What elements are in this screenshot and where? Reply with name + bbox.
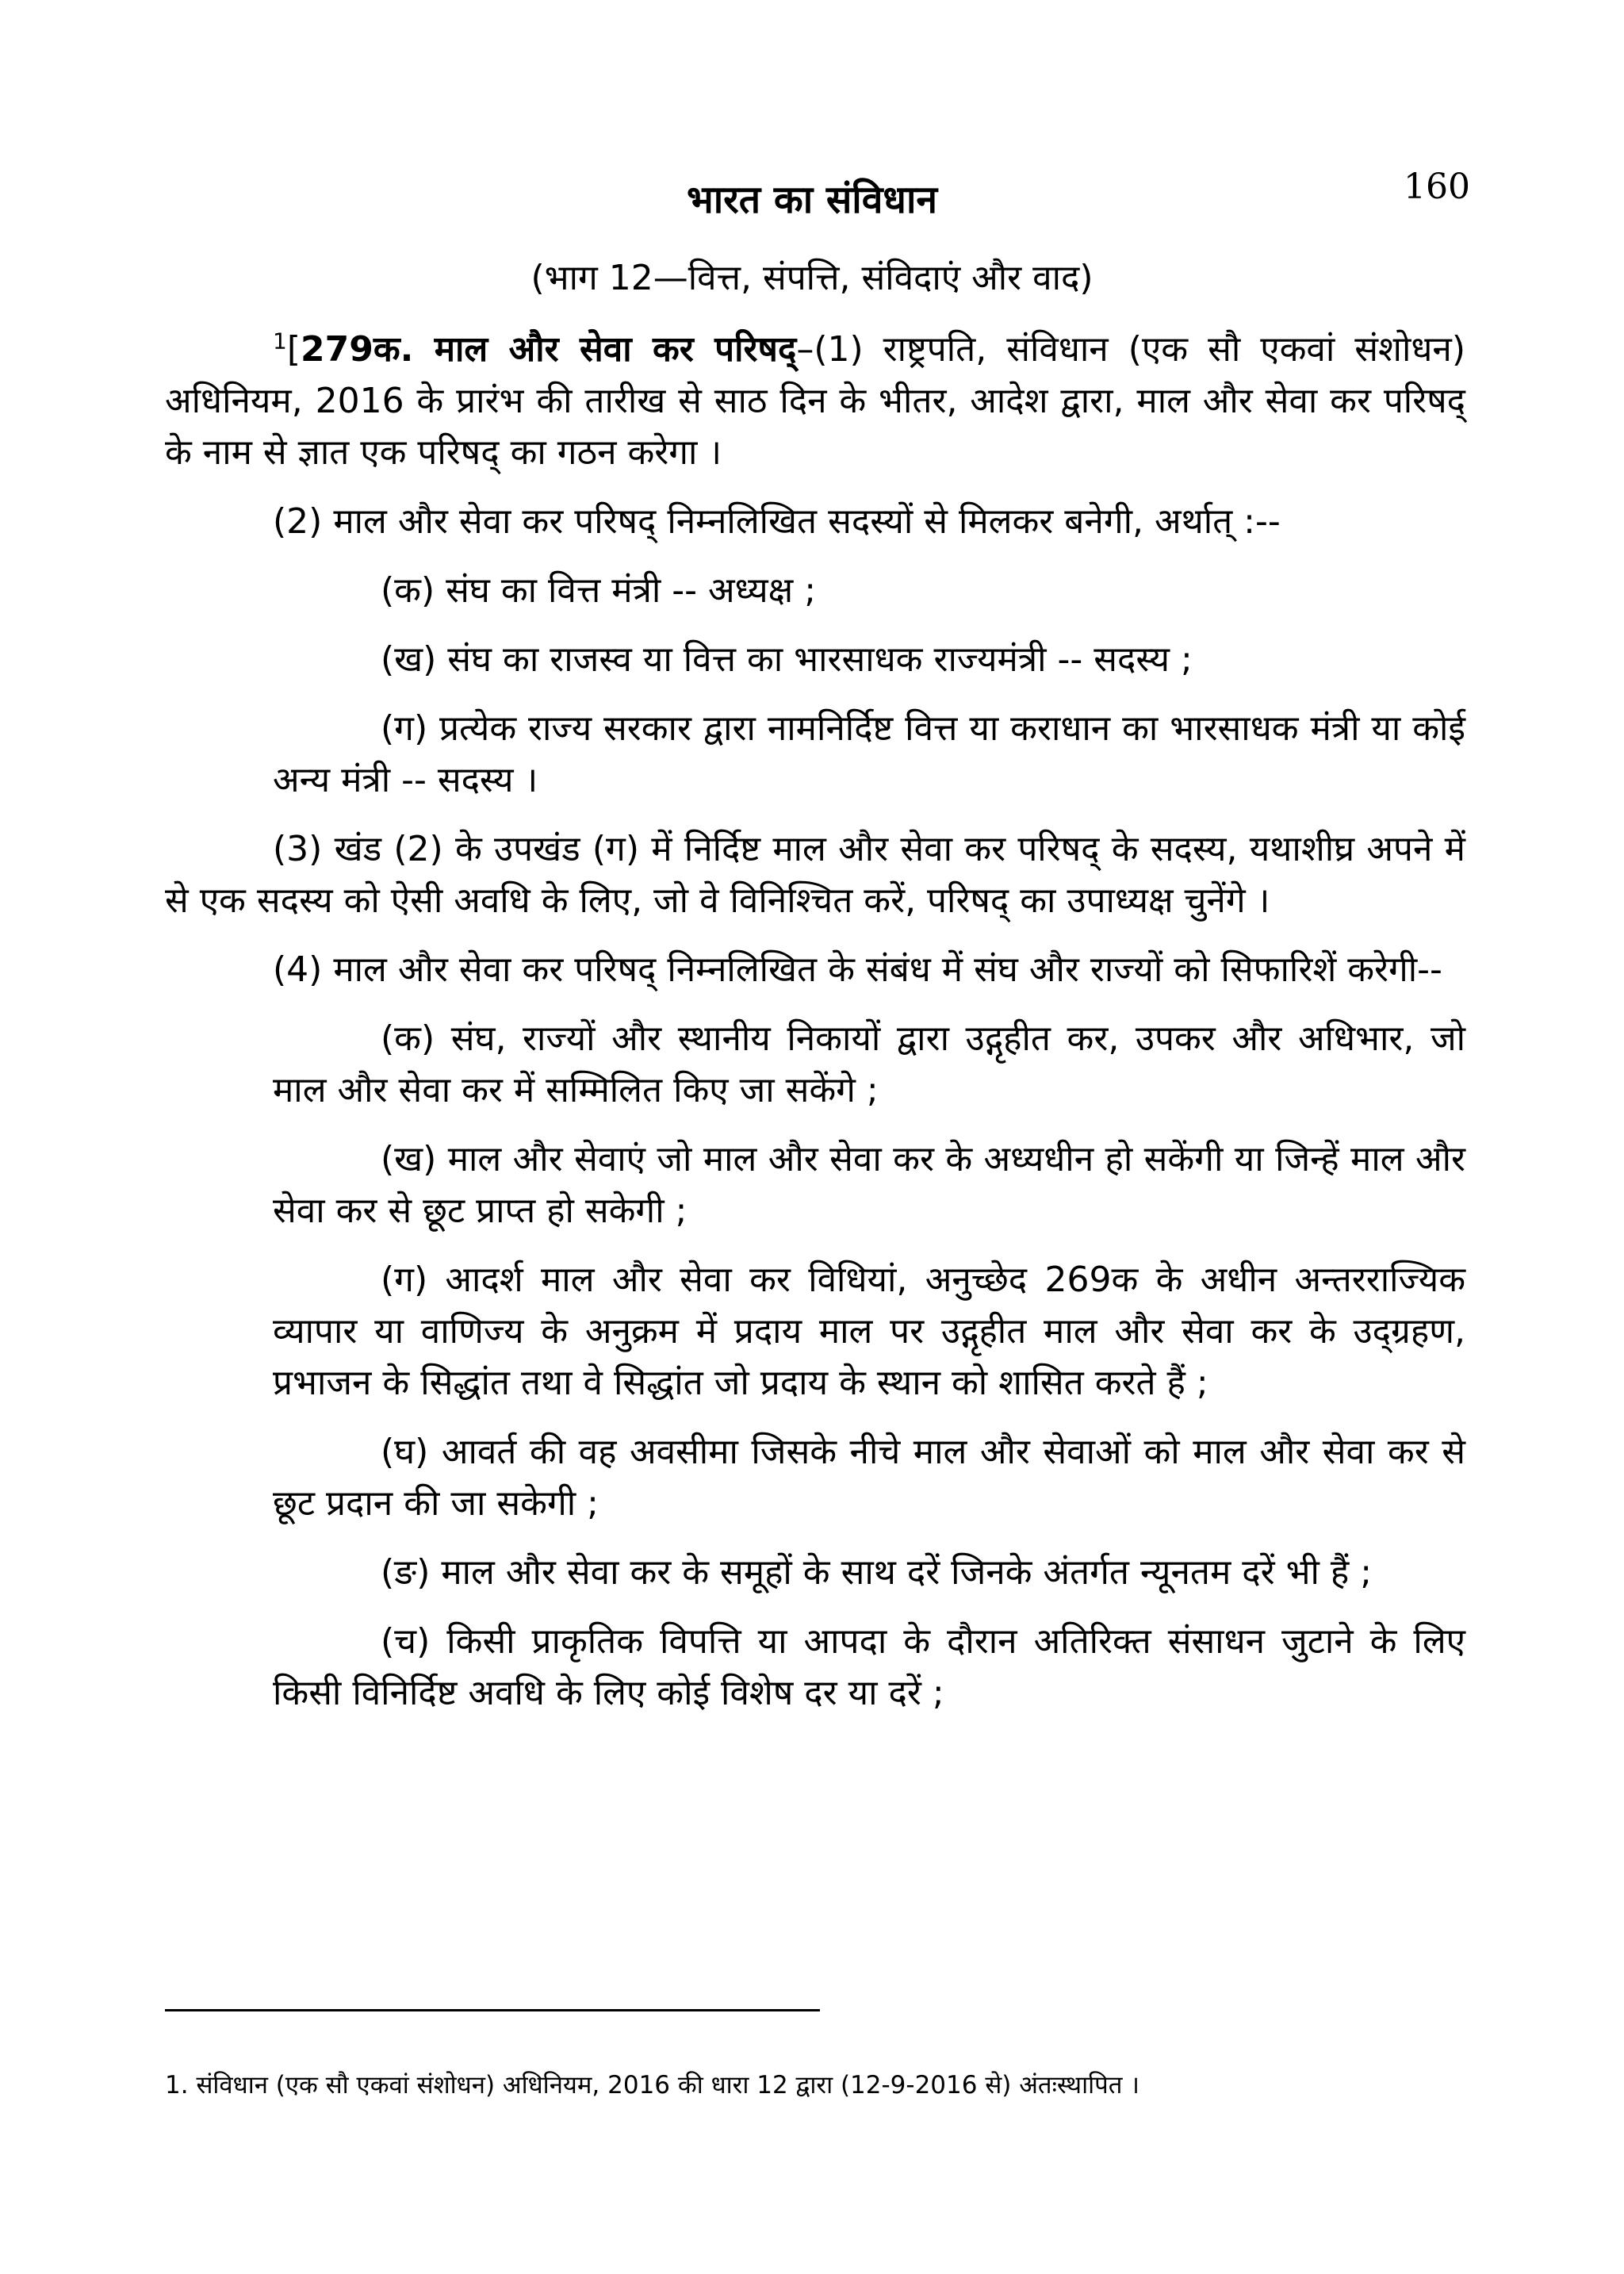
clause-2-item-ka: (क) संघ का वित्त मंत्री -- अध्यक्ष ; [381,570,817,611]
article-body [165,324,1465,1736]
clause-4-item-kha: (ख) माल और सेवाएं जो माल और सेवा कर के अध्यधीन हो सकेंगी या जिन्हें माल और सेवा कर से छूट प्राप्त हो सकेगी ; [273,1139,1465,1231]
page-number: 160 [1404,167,1470,207]
clause-2-item-ga: (ग) प्रत्येक राज्य सरकार द्वारा नामनिर्दिष्ट वित्त या कराधान का भारसाधक मंत्री या कोई अन्य मंत्री -- सदस्य । [273,708,1465,800]
opening-bracket: [ [286,329,301,370]
article-heading: 279क. माल और सेवा कर परिषद् [301,329,797,370]
footnote-separator [165,2009,820,2011]
clause-4-item-cha: (च) किसी प्राकृतिक विपत्ति या आपदा के दौरान अतिरिक्त संसाधन जुटाने के लिए किसी विनिर्दिष्ट अवधि के लिए कोई विशेष दर या दरें ; [273,1621,1465,1713]
clause-4: (4) माल और सेवा कर परिषद् निम्नलिखित के संबंध में संघ और राज्यों को सिफारिशें करेगी-- [273,949,1442,990]
part-subtitle: (भाग 12—वित्त, संपत्ति, संविदाएं और वाद) [530,258,1094,298]
clause-2: (2) माल और सेवा कर परिषद् निम्नलिखित सदस्यों से मिलकर बनेगी, अर्थात् :-- [273,501,1281,542]
footnote-text: संविधान (एक सौ एकवां संशोधन) अधिनियम, 2016 की धारा 12 द्वारा (12-9-2016 से) अंतःस्थापित । [196,2071,1140,2100]
footnote [165,2068,1497,2103]
clause-4-item-ga: (ग) आदर्श माल और सेवा कर विधियां, अनुच्छेद 269क के अधीन अन्तरराज्यिक व्यापार या वाणिज्य के अनुक्रम में प्रदाय माल पर उद्गृहीत माल और सेवा कर के उद्ग्रहण, प्रभाजन के सिद्धांत तथा वे सिद्धांत जो प्रदाय के स्थान को शासित करते हैं ; [273,1260,1465,1403]
clause-2-item-kha: (ख) संघ का राजस्व या वित्त का भारसाधक राज्यमंत्री -- सदस्य ; [381,639,1193,680]
clause-4-item-nga: (ङ) माल और सेवा कर के समूहों के साथ दरें जिनके अंतर्गत न्यूनतम दरें भी हैं ; [381,1552,1373,1593]
article-279a-clause-1 [165,324,1465,478]
clause-3: (3) खंड (2) के उपखंड (ग) में निर्दिष्ट माल और सेवा कर परिषद् के सदस्य, यथाशीघ्र अपने में से एक सदस्य को ऐसी अवधि के लिए, जो वे विनिश्चित करें, परिषद् का उपाध्यक्ष चुनेंगे । [165,829,1465,921]
clause-4-item-ka: (क) संघ, राज्यों और स्थानीय निकायों द्वारा उद्गृहीत कर, उपकर और अधिभार, जो माल और सेवा कर में सम्मिलित किए जा सकेंगे ; [273,1018,1465,1110]
clause-4-item-gha: (घ) आवर्त की वह अवसीमा जिसके नीचे माल और सेवाओं को माल और सेवा कर से छूट प्रदान की जा सकेगी ; [273,1432,1465,1524]
footnote-marker: 1. [165,2071,189,2100]
clause-1-text: –(1) राष्ट्रपति, संविधान (एक सौ एकवां संशोधन) अधिनियम, 2016 के प्रारंभ की तारीख से साठ दिन के भीतर, आदेश द्वारा, माल और सेवा कर परिषद् के नाम से ज्ञात एक परिषद् का गठन करेगा । [165,329,1465,473]
page-title: भारत का संविधान [686,178,938,222]
footnote-reference: 1 [273,328,287,355]
